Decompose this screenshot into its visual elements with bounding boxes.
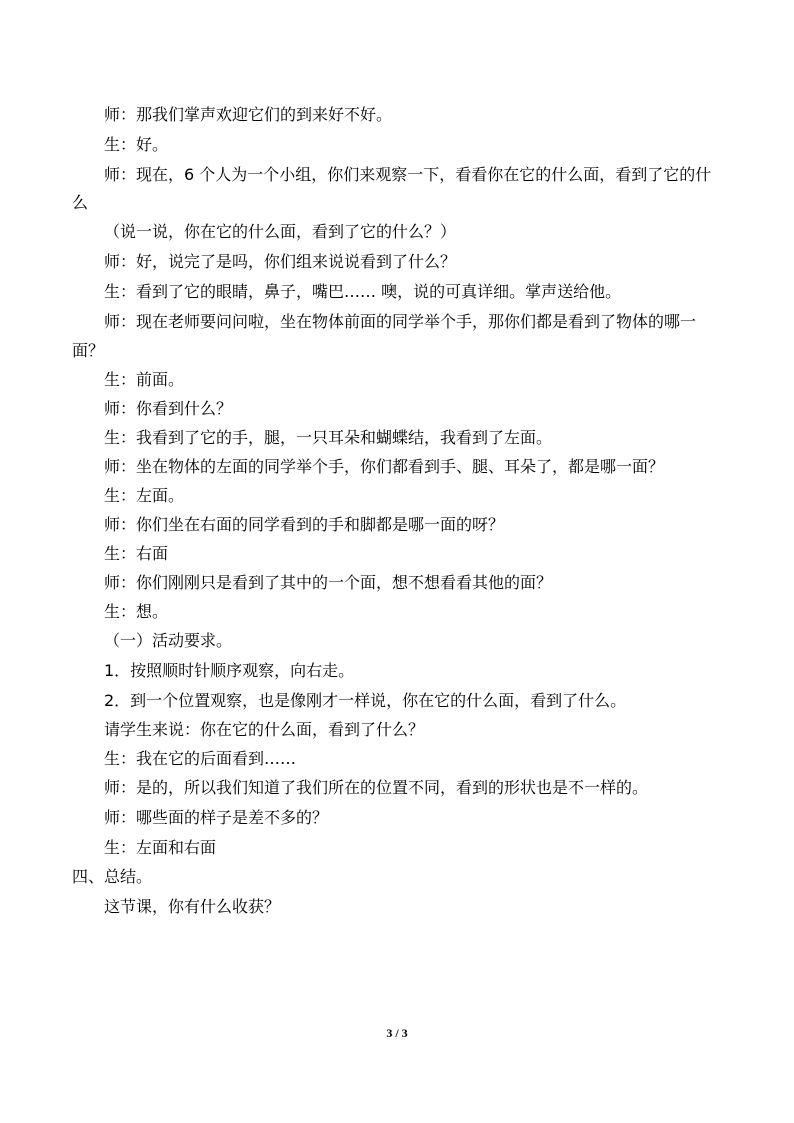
paragraph-line: 2．到一个位置观察，也是像刚才一样说，你在它的什么面，看到了什么。 [104, 691, 627, 710]
paragraph-line: 师：现在老师要问问啦，坐在物体前面的同学举个手，那你们都是看到了物体的哪一 [104, 312, 697, 331]
paragraph-line: 师：是的，所以我们知道了我们所在的位置不同，看到的形状也是不一样的。 [104, 778, 649, 797]
paragraph-line: 生：前面。 [104, 370, 185, 389]
paragraph-line: 生：我看到了它的手，腿，一只耳朵和蝴蝶结，我看到了左面。 [104, 428, 553, 447]
paragraph-line: 生：左面。 [104, 486, 185, 505]
paragraph-line: （说一说，你在它的什么面，看到了它的什么？） [104, 222, 457, 241]
paragraph-line: 师：好，说完了是吗，你们组来说说看到了什么？ [104, 252, 457, 271]
paragraph-line: 生：看到了它的眼睛，鼻子，嘴巴…… 噢，说的可真详细。掌声送给他。 [104, 282, 622, 301]
paragraph-line: 面？ [72, 341, 105, 360]
paragraph-line: 生：好。 [104, 135, 169, 154]
paragraph-line: 师：坐在物体的左面的同学举个手，你们都看到手、腿、耳朵了，都是哪一面？ [104, 457, 665, 476]
paragraph-line: 师：你们刚刚只是看到了其中的一个面，想不想看看其他的面？ [104, 573, 553, 592]
paragraph-line: 师：你们坐在右面的同学看到的手和脚都是哪一面的呀？ [104, 515, 505, 534]
paragraph-line: 师：现在，6 个人为一个小组，你们来观察一下，看看你在它的什么面，看到了它的什 [104, 165, 712, 184]
paragraph-line: 生：左面和右面 [104, 838, 217, 857]
paragraph-line: 么 [72, 193, 89, 212]
paragraph-line: 生：我在它的后面看到…… [104, 749, 297, 768]
paragraph-line: 生：右面 [104, 544, 169, 563]
page-number: 3 / 3 [386, 1026, 408, 1040]
section-heading: 四、总结。 [72, 867, 153, 886]
paragraph-line: 师：你看到什么？ [104, 399, 233, 418]
paragraph-line: 师：哪些面的样子是差不多的？ [104, 808, 329, 827]
paragraph-line: （一）活动要求。 [104, 631, 233, 650]
paragraph-line: 师：那我们掌声欢迎它们的到来好不好。 [104, 105, 393, 124]
paragraph-line: 1．按照顺时针顺序观察，向右走。 [104, 661, 355, 680]
paragraph-line: 请学生来说：你在它的什么面，看到了什么？ [104, 720, 425, 739]
paragraph-line: 这节课，你有什么收获？ [104, 897, 281, 916]
paragraph-line: 生：想。 [104, 602, 169, 621]
